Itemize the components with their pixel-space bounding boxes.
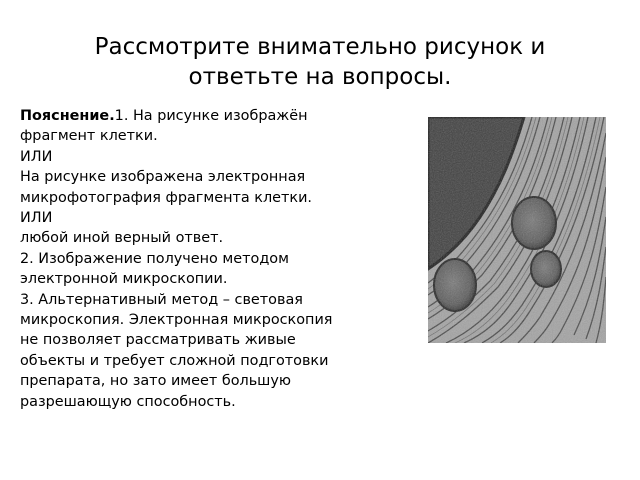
explanation-line: объекты и требует сложной подготовки (20, 352, 329, 369)
explanation-line: ИЛИ (20, 210, 53, 227)
cell-micrograph (428, 117, 606, 343)
explanation-line: препарата, но зато имеет большую (20, 373, 291, 390)
explanation-line: На рисунке изображена электронная (20, 169, 306, 186)
explanation-text (20, 106, 420, 412)
explanation-line: разрешающую способность. (20, 393, 236, 410)
title-line-1: Рассмотрите внимательно рисунок и (94, 34, 546, 60)
micrograph-svg (428, 117, 606, 343)
explanation-line: фрагмент клетки. (20, 128, 158, 145)
slide-title (40, 32, 600, 92)
explanation-line: ИЛИ (20, 148, 53, 165)
explanation-line-text: 1. На рисунке изображён (114, 108, 308, 124)
explanation-line: 2. Изображение получено методом (20, 250, 289, 267)
explanation-line: микрофотография фрагмента клетки. (20, 189, 312, 206)
title-line-2: ответьте на вопросы. (188, 64, 452, 90)
micrograph-grain (428, 117, 606, 343)
explanation-line: электронной микроскопии. (20, 271, 228, 288)
explanation-lead: Пояснение. (20, 108, 115, 124)
explanation-line: не позволяет рассматривать живые (20, 332, 296, 349)
explanation-line: микроскопия. Электронная микроскопия (20, 312, 333, 329)
explanation-line: 3. Альтернативный метод – световая (20, 291, 303, 308)
explanation-line-1 (20, 106, 420, 126)
explanation-line: любой иной верный ответ. (20, 230, 224, 247)
